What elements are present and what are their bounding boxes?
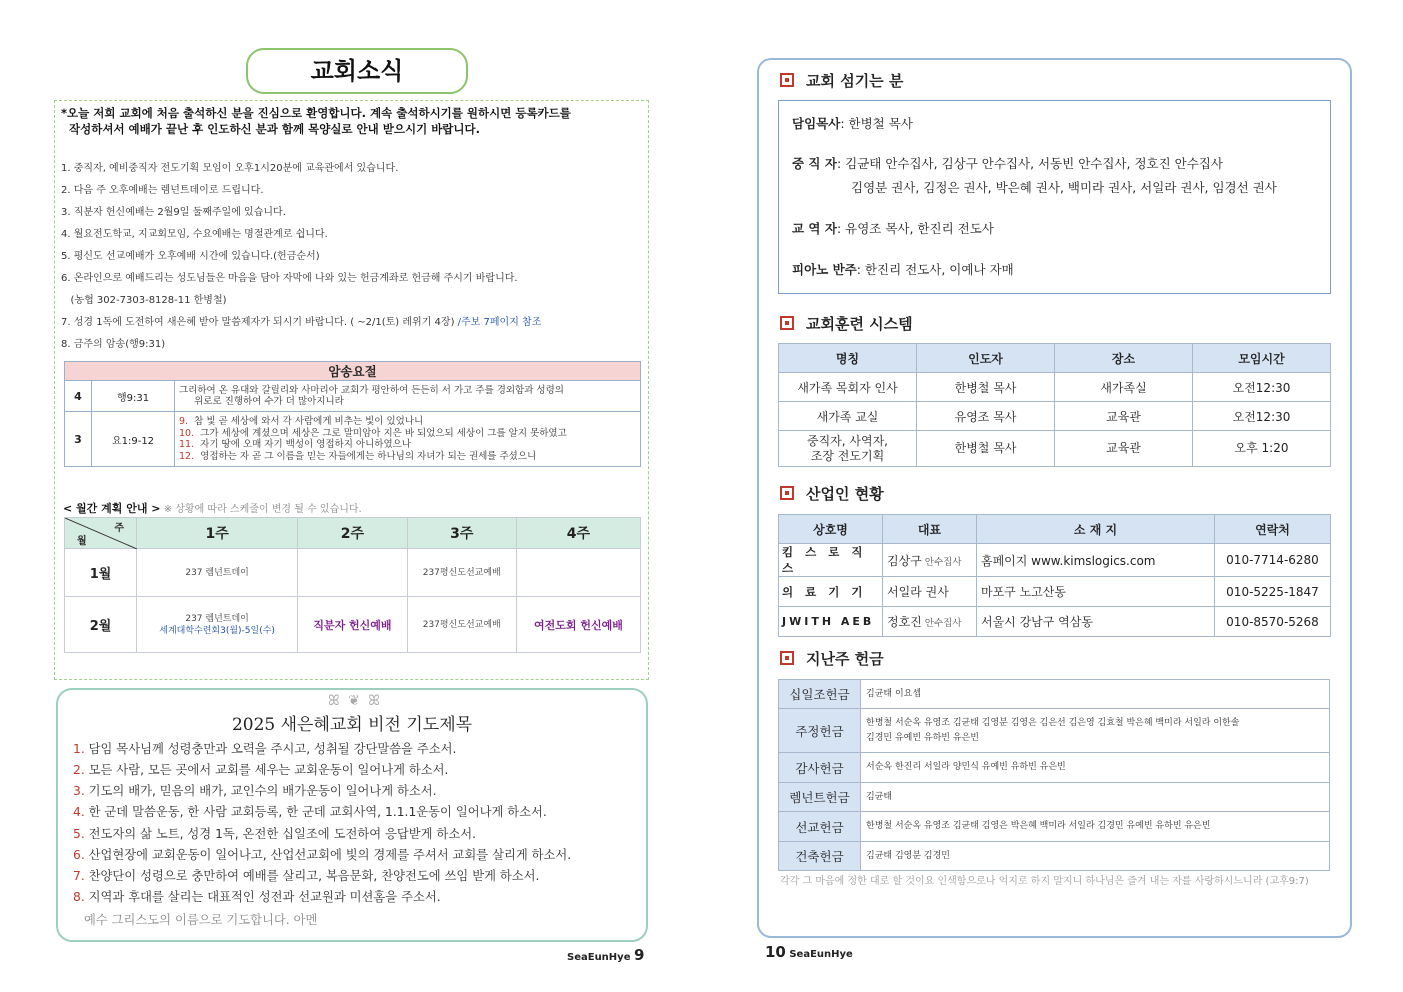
announcement-5: 5. 평신도 선교예배가 오후예배 시간에 있습니다.(헌금순서) [61,251,320,262]
table-row: 1월 237 렘넌트데이 237평신도선교예배 [65,549,641,597]
memory-verse-header: 암송요절 [65,362,641,381]
table-header-row: 상호명 대표 소 재 지 연락처 [779,515,1331,544]
table-row: 2월 237 렘넌트데이 세계대학수련회3(월)-5일(수) 직분자 헌신예배 237평신도선교예배 여전도회 헌신예배 [65,597,641,653]
diagonal-line-icon [65,518,137,549]
page-number: 10 [765,943,786,961]
bullet-square-icon [780,316,794,330]
table-row: 렘넌트헌금 김균태 [779,783,1330,812]
announcement-4: 4. 월요전도학교, 지교회모임, 수요예배는 명절관계로 쉽니다. [61,229,328,240]
prayer-item: 8. 지역과 후대를 살리는 대표적인 성전과 선교원과 미션홈을 주소서. [73,890,441,904]
prayer-item: 7. 찬양단이 성령으로 충만하여 예배를 살리고, 복음문화, 찬양전도에 쓰임 받게 하소서. [73,869,540,883]
prayer-closing: 예수 그리스도의 이름으로 기도합니다. 아멘 [84,913,318,927]
officers: 중 직 자: 김균태 안수집사, 김상구 안수집사, 서동빈 안수집사, 정호진 안수집사 [792,156,1223,171]
page-footer-right: 10 SeaEunHye [765,943,853,961]
prayer-item: 5. 전도자의 삶 노트, 성경 1독, 온전한 십일조에 도전하여 응답받게 하소서. [73,827,476,841]
prayer-item: 4. 한 군데 말씀운동, 한 사람 교회등록, 한 군데 교회사역, 1.1.1운동이 일어나게 하소서. [73,805,547,819]
announcement-1: 1. 중직자, 예비중직자 전도기획 모임이 오후1시20분에 교육관에서 있습니다. [61,163,399,174]
prayer-item: 3. 기도의 배가, 믿음의 배가, 교인수의 배가운동이 일어나게 하소서. [73,784,437,798]
section-heading-staff: 교회 섬기는 분 [780,70,903,91]
ministers: 교 역 자: 유영조 목사, 한진리 전도사 [792,221,994,236]
officers-line-2: 김영분 권사, 김정은 권사, 박은혜 권사, 백미라 권사, 서일라 권사, 임경선 권사 [851,180,1277,195]
prayer-title: 2025 새은혜교회 비전 기도제목 [231,715,473,735]
announcement-6: 6. 온라인으로 예배드리는 성도님들은 마음을 담아 자막에 나와 있는 헌금계좌로 헌금해 주시기 바랍니다. [61,273,518,284]
table-row: 킴 스 로 직 스 김상구 안수집사 홈페이지 www.kimslogics.com 010-7714-6280 [779,544,1331,577]
table-row: 중직자, 사역자, 조장 전도기획 한병철 목사 교육관 오후 1:20 [779,431,1331,467]
piano-accompanist: 피아노 반주: 한진리 전도사, 이예나 자매 [792,262,1014,277]
table-row: 십일조헌금 김균태 이요셉 [779,680,1330,709]
table-row: 건축헌금 김균태 김영분 김경민 [779,842,1330,871]
table-row: 4 행9:31 그리하여 온 유대와 갈릴리와 사마리아 교회가 평안하여 든든히 서 가고 주를 경외함과 성령의 위로로 진행하여 수가 더 많아지니라 [65,381,641,412]
table-row: 감사헌금 서순옥 한진리 서일라 양민식 유예빈 유하빈 유은빈 [779,753,1330,783]
bullet-square-icon [780,73,794,87]
offering-table [778,679,1330,871]
table-row: 새가족 목회자 인사 한병철 목사 새가족실 오전12:30 [779,373,1331,402]
page-number: 9 [633,946,645,964]
training-table [778,343,1331,467]
page-title: 교회소식 [246,48,468,94]
announcement-7: 7. 성경 1독에 도전하여 새은혜 받아 말씀제자가 되시기 바랍니다. ( ~2/1(토) 레위기 4장) /주보 7페이지 참조 [61,317,542,328]
prayer-item: 6. 산업현장에 교회운동이 일어나고, 산업선교회에 빛의 경제를 주셔서 교회를 살리게 하소서. [73,848,572,862]
section-heading-industry: 산업인 현황 [780,483,884,504]
announcement-6-account: (농협 302-7303-8128-11 한병철) [61,295,227,306]
table-row: 주정헌금 한병철 서순옥 유영조 김균태 김영분 김영은 김은선 김은영 김효철 박은혜 백미라 서일라 이한솔 김경민 유예빈 유하빈 유은빈 [779,709,1330,753]
senior-pastor: 담임목사: 한병철 목사 [792,116,913,131]
table-header-row: 주 월 1주 2주 3주 4주 [65,518,641,549]
week-month-corner: 주 월 [65,518,137,549]
section-heading-offering: 지난주 헌금 [780,648,884,669]
table-row: 3 요1:9-12 9. 참 빛 곧 세상에 와서 각 사람에게 비추는 빛이 있었나니 10. 그가 세상에 계셨으며 세상은 그로 말미암아 지은 바 되었으되 세상이 그를 알지 못하였고 11. 자기 땅에 오매 자기 백성이 영접하지 아니하였으나 12. 영접하는 자 곧 그 이름을 믿는 자들에게는 하나님의 자녀가 되는 권세를 주셨으니 [65,412,641,467]
table-row: 선교헌금 한병철 서순옥 유영조 김균태 김영은 박은혜 백미라 서일라 김경민 유예빈 유하빈 유은빈 [779,812,1330,842]
monthly-plan-table [64,517,641,653]
bulletin-page-reference: /주보 7페이지 참조 [457,317,542,328]
monthly-plan-label: < 월간 계획 안내 > ※ 상황에 따라 스케줄이 변경 될 수 있습니다. [63,502,362,515]
table-header-row: 명칭 인도자 장소 모임시간 [779,344,1331,373]
ornament-icon: ꕤ ❦ ꕤ [328,693,382,709]
announcement-2: 2. 다음 주 오후예배는 렘넌트데이로 드립니다. [61,185,264,196]
table-row: 의 료 기 기 서일라 권사 마포구 노고산동 010-5225-1847 [779,577,1331,607]
section-heading-training: 교회훈련 시스템 [780,313,913,334]
table-row: JWITH AEB 정호진 안수집사 서울시 강남구 역삼동 010-8570-5268 [779,607,1331,637]
announcement-3: 3. 직분자 헌신예배는 2월9일 둘째주일에 있습니다. [61,207,286,218]
page-footer-left: SeaEunHye 9 [567,946,645,964]
memory-verse-table [64,361,641,467]
offering-verse: 각각 그 마음에 정한 대로 할 것이요 인색함으로나 억지로 하지 말지니 하나님은 즐겨 내는 자를 사랑하시느니라 (고후9:7) [780,876,1309,887]
industry-table [778,514,1331,637]
welcome-message: *오늘 저희 교회에 처음 출석하신 분을 진심으로 환영합니다. 계속 출석하시기를 원하시면 등록카드를 작성하셔서 예배가 끝난 후 인도하신 분과 함께 목양실로 안내 받으시기 바랍니다. [61,106,571,136]
prayer-item: 2. 모든 사람, 모든 곳에서 교회를 세우는 교회운동이 일어나게 하소서. [73,763,449,777]
announcement-8: 8. 금주의 암송(행9:31) [61,339,166,350]
bullet-square-icon [780,486,794,500]
bullet-square-icon [780,651,794,665]
table-row: 새가족 교실 유영조 목사 교육관 오전12:30 [779,402,1331,431]
prayer-item: 1. 담임 목사님께 성령충만과 오력을 주시고, 성취될 강단말씀을 주소서. [73,742,457,756]
